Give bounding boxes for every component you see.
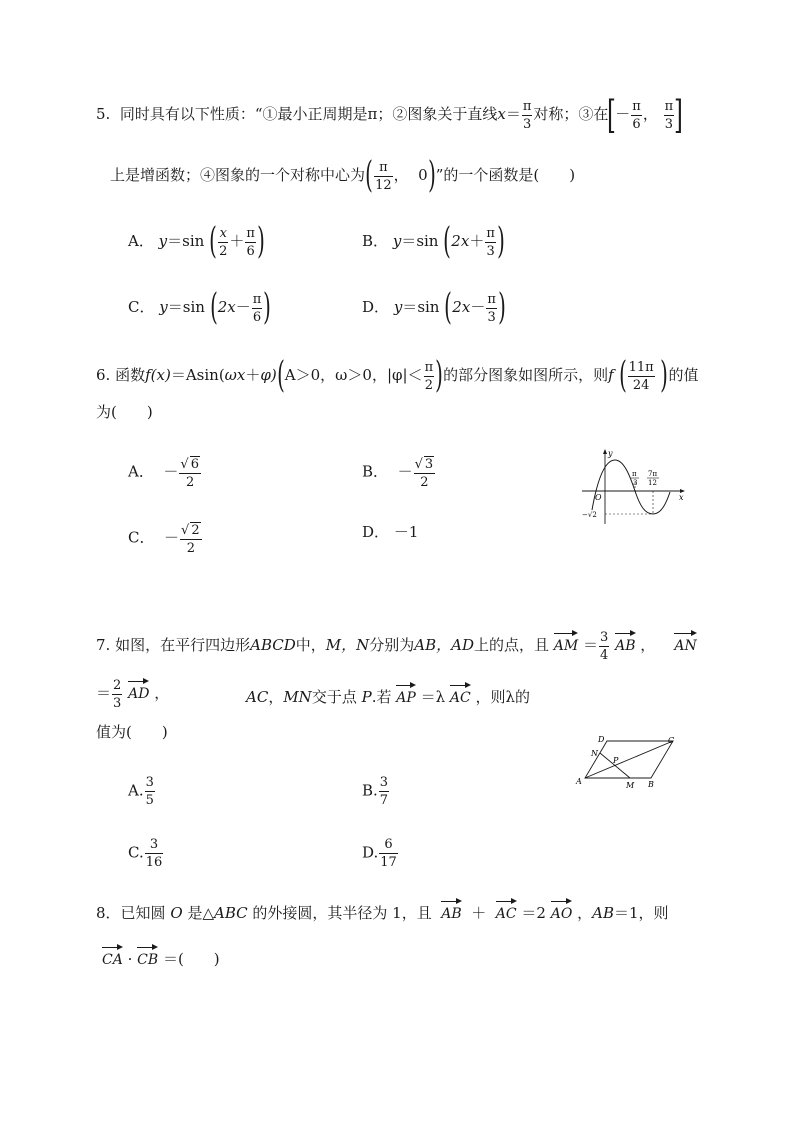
q6-number: 6. [96, 366, 111, 384]
q6-option-b[interactable]: B． － $\frac{√ 3}{2}$ [362, 457, 434, 490]
q7-option-d[interactable]: D. $\frac{6}{17}$ [362, 837, 397, 870]
q5-stem-line2: 上是增函数；④图象的一个对称中心为( $\frac{\pi}{12}$ ， 0)”的一个函数是( ) [110, 155, 576, 196]
q7-fig-C: C [668, 736, 675, 745]
q7-number: 7. [96, 636, 111, 654]
q6-graph-tick-pi3-num: π [632, 470, 637, 478]
q6-graph-origin: O [595, 493, 602, 502]
q5-option-b[interactable]: B． y＝sin (2x＋ $\frac{\pi}{3}$ ) [362, 221, 505, 262]
q5-option-a[interactable]: A． y＝sin ( $\frac{x}{2}$ ＋ $\frac{\pi}{6}$ ) [128, 221, 265, 262]
q7-stem-line2b: AC，MN交于点 P.若 AP ＝λ AC ，则λ的 [246, 682, 530, 708]
q5-frac-pi-3: $\frac{\pi}{3}$ [522, 98, 532, 132]
q5-option-c[interactable]: C． y＝sin (2x－ $\frac{\pi}{6}$ ) [128, 287, 272, 328]
q7-option-c[interactable]: C. $\frac{3}{16}$ [128, 837, 163, 870]
q7-option-b[interactable]: B. $\frac{3}{7}$ [362, 775, 389, 808]
q7-stem-line3: 值为( ) [96, 723, 168, 741]
q6-graph-x-label: x [679, 493, 684, 502]
q6-graph-y-label: y [608, 449, 613, 458]
q6-sine-graph [578, 448, 688, 526]
q6-stem-line1: 6. 函数f(x)＝Asin(ωx＋φ)(A＞0，ω＞0，|φ|＜ $\frac{\pi}{2}$ )的部分图象如图所示，则f ( $\frac{11\pi}{24}$ )的值 [96, 355, 699, 396]
q7-fig-N: N [591, 749, 598, 758]
q7-fig-D: D [598, 735, 605, 744]
q6-graph-tick-7pi12-den: 12 [648, 479, 657, 487]
q6-stem-line2: 为( ) [96, 403, 153, 421]
q7-fig-P: P [613, 756, 619, 765]
q6-option-d[interactable]: D． －1 [362, 523, 419, 541]
q5-number: 5. [96, 105, 111, 123]
q8-number: 8． [96, 904, 121, 922]
q8-stem-line2: CA · CB ＝( ) [102, 944, 220, 970]
q7-stem-line2: ＝ $\frac{2}{3}$ AD ， [96, 677, 170, 711]
q7-stem-line1: 7. 如图，在平行四边形ABCD中，M，N分别为AB，AD上的点，且 AM ＝ $\frac{3}{4}$ AB ， AN [96, 629, 697, 663]
q7-option-a[interactable]: A. $\frac{3}{5}$ [128, 775, 154, 808]
q5-stem-line1: 5. 同时具有以下性质：“①最小正周期是π；②图象关于直线x＝ $\frac{\pi}{3}$ 对称；③在[－ $\frac{\pi}{6}$ ， $\frac{\pi}{3}$ ] [96, 93, 684, 137]
q5-option-d[interactable]: D． y＝sin (2x－ $\frac{\pi}{3}$ ) [362, 287, 506, 328]
q6-graph-tick-pi3-den: 3 [633, 479, 638, 487]
q6-option-a[interactable]: A． － $\frac{√ 6}{2}$ [128, 457, 199, 490]
q8-stem-line1: 8．已知圆 O 是△ABC 的外接圆，其半径为 1，且 AB ＋ AC ＝2 AO ，AB＝1，则 [96, 898, 669, 924]
q6-option-c[interactable]: C． － $\frac{√ 2}{2}$ [128, 523, 200, 556]
q6-graph-neg-sqrt2: −√2 [582, 511, 597, 519]
q7-parallelogram-figure [572, 732, 684, 790]
q6-graph-tick-7pi12-num: 7π [648, 470, 658, 478]
q7-fig-B: B [648, 780, 654, 789]
q7-fig-A: A [576, 777, 582, 786]
q7-fig-M: M [626, 781, 635, 790]
